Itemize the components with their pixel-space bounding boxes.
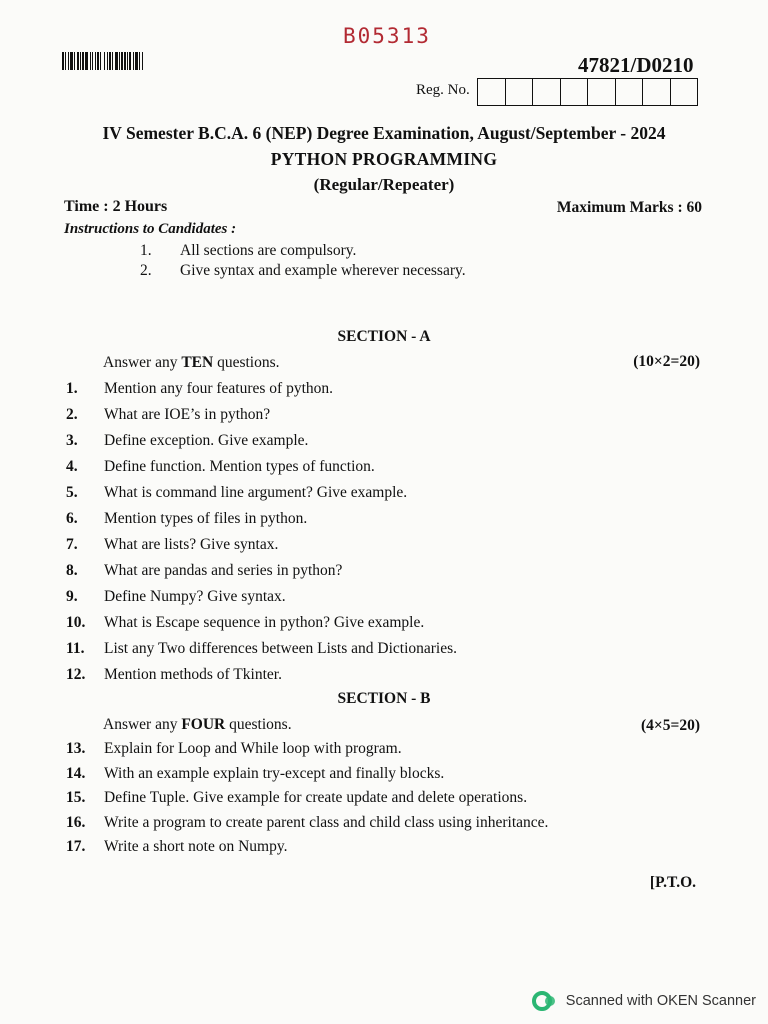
instruction-text: Give syntax and example wherever necessary. [180, 262, 466, 279]
reg-no-box [478, 79, 506, 105]
section-a-instruction [103, 354, 280, 372]
reg-no-boxes [477, 78, 698, 106]
question-number: 17. [66, 838, 86, 855]
question-number: 14. [66, 764, 86, 782]
question-number: 12. [66, 666, 86, 683]
scanner-text: Scanned with OKEN Scanner [565, 993, 756, 1009]
question-row [66, 562, 342, 580]
question-text: Explain for Loop and While loop with program. [104, 740, 402, 757]
exam-category: (Regular/Repeater) [313, 175, 455, 194]
section-a-heading: SECTION - A [337, 328, 431, 345]
question-number: 9. [66, 588, 78, 605]
instruction-number: 1. [140, 242, 152, 259]
question-text: Mention types of files in python. [104, 510, 308, 527]
barcode [62, 52, 218, 70]
question-number: 4. [66, 458, 78, 475]
serial-number: B05313 [343, 24, 431, 48]
question-number: 7. [66, 536, 78, 553]
question-row [66, 789, 527, 807]
paper-code: 47821/D0210 [578, 53, 694, 77]
reg-no-box [533, 79, 561, 105]
question-text: Mention methods of Tkinter. [104, 666, 282, 683]
question-text: Define Tuple. Give example for create update and delete operations. [104, 789, 528, 806]
reg-no-box [643, 79, 671, 105]
section-b-heading: SECTION - B [337, 690, 431, 707]
maximum-marks: Maximum Marks : 60 [556, 199, 702, 216]
question-text: With an example explain try-except and finally blocks. [104, 764, 445, 782]
subject-title: PYTHON PROGRAMMING [270, 149, 498, 169]
section-a-marks: (10×2=20) [633, 353, 700, 370]
reg-no-box [616, 79, 644, 105]
instructions-title: Instructions to Candidates : [64, 221, 237, 237]
question-text: What is Escape sequence in python? Give example. [104, 614, 425, 631]
question-text: List any Two differences between Lists and Dictionaries. [104, 640, 458, 657]
answer-count: FOUR [181, 716, 226, 733]
question-text: Write a short note on Numpy. [104, 838, 288, 855]
question-number: 2. [66, 406, 78, 423]
question-row [66, 432, 308, 450]
question-row [66, 666, 282, 684]
instruction-number: 2. [140, 262, 152, 279]
question-row [66, 484, 407, 502]
question-row [66, 740, 402, 758]
question-row [66, 838, 287, 856]
reg-no-box [506, 79, 534, 105]
instruction-text: All sections are compulsory. [180, 242, 357, 259]
reg-no-box [588, 79, 616, 105]
scanner-watermark [532, 991, 756, 1011]
question-text: Define Numpy? Give syntax. [104, 588, 286, 605]
answer-prefix: Answer any [103, 354, 182, 371]
question-number: 8. [66, 562, 78, 579]
question-row [66, 588, 286, 606]
question-text: What are IOE’s in python? [104, 406, 271, 423]
reg-no-box [561, 79, 589, 105]
question-row [66, 458, 375, 476]
question-row [66, 614, 424, 632]
question-number: 1. [66, 380, 78, 397]
question-number: 16. [66, 813, 86, 831]
time-allowed: Time : 2 Hours [64, 198, 168, 215]
answer-count: TEN [181, 354, 214, 371]
question-row [66, 510, 307, 528]
question-row [66, 765, 444, 783]
instruction-item [140, 242, 356, 260]
question-row [66, 536, 278, 554]
question-text: What are lists? Give syntax. [104, 536, 279, 553]
answer-prefix: Answer any [103, 716, 182, 733]
question-number: 5. [66, 484, 78, 501]
question-row [66, 640, 457, 658]
barcode-bar [143, 52, 144, 70]
instruction-item [140, 262, 466, 280]
question-text: What is command line argument? Give example. [104, 484, 408, 501]
question-text: Define function. Mention types of function. [104, 458, 375, 475]
reg-no-box [671, 79, 698, 105]
section-b-marks: (4×5=20) [641, 717, 700, 734]
answer-suffix: questions. [213, 354, 280, 371]
question-row [66, 380, 333, 398]
question-text: What are pandas and series in python? [104, 562, 343, 579]
question-text: Mention any four features of python. [104, 380, 333, 397]
oken-scanner-logo-icon [532, 991, 558, 1011]
question-number: 15. [66, 789, 86, 806]
question-number: 13. [66, 740, 86, 757]
question-number: 3. [66, 432, 78, 449]
question-row [66, 406, 270, 424]
question-number: 6. [66, 510, 78, 527]
reg-no-label: Reg. No. [416, 82, 470, 98]
exam-title: IV Semester B.C.A. 6 (NEP) Degree Examination, August/September - 2024 [102, 123, 666, 143]
question-text: Define exception. Give example. [104, 432, 309, 449]
question-number: 10. [66, 614, 86, 631]
question-row [66, 814, 548, 832]
pto-note: [P.T.O. [649, 874, 696, 891]
answer-suffix: questions. [225, 716, 292, 733]
question-number: 11. [66, 640, 85, 657]
section-b-instruction [103, 716, 292, 734]
question-text: Write a program to create parent class and child class using inheritance. [104, 813, 549, 831]
